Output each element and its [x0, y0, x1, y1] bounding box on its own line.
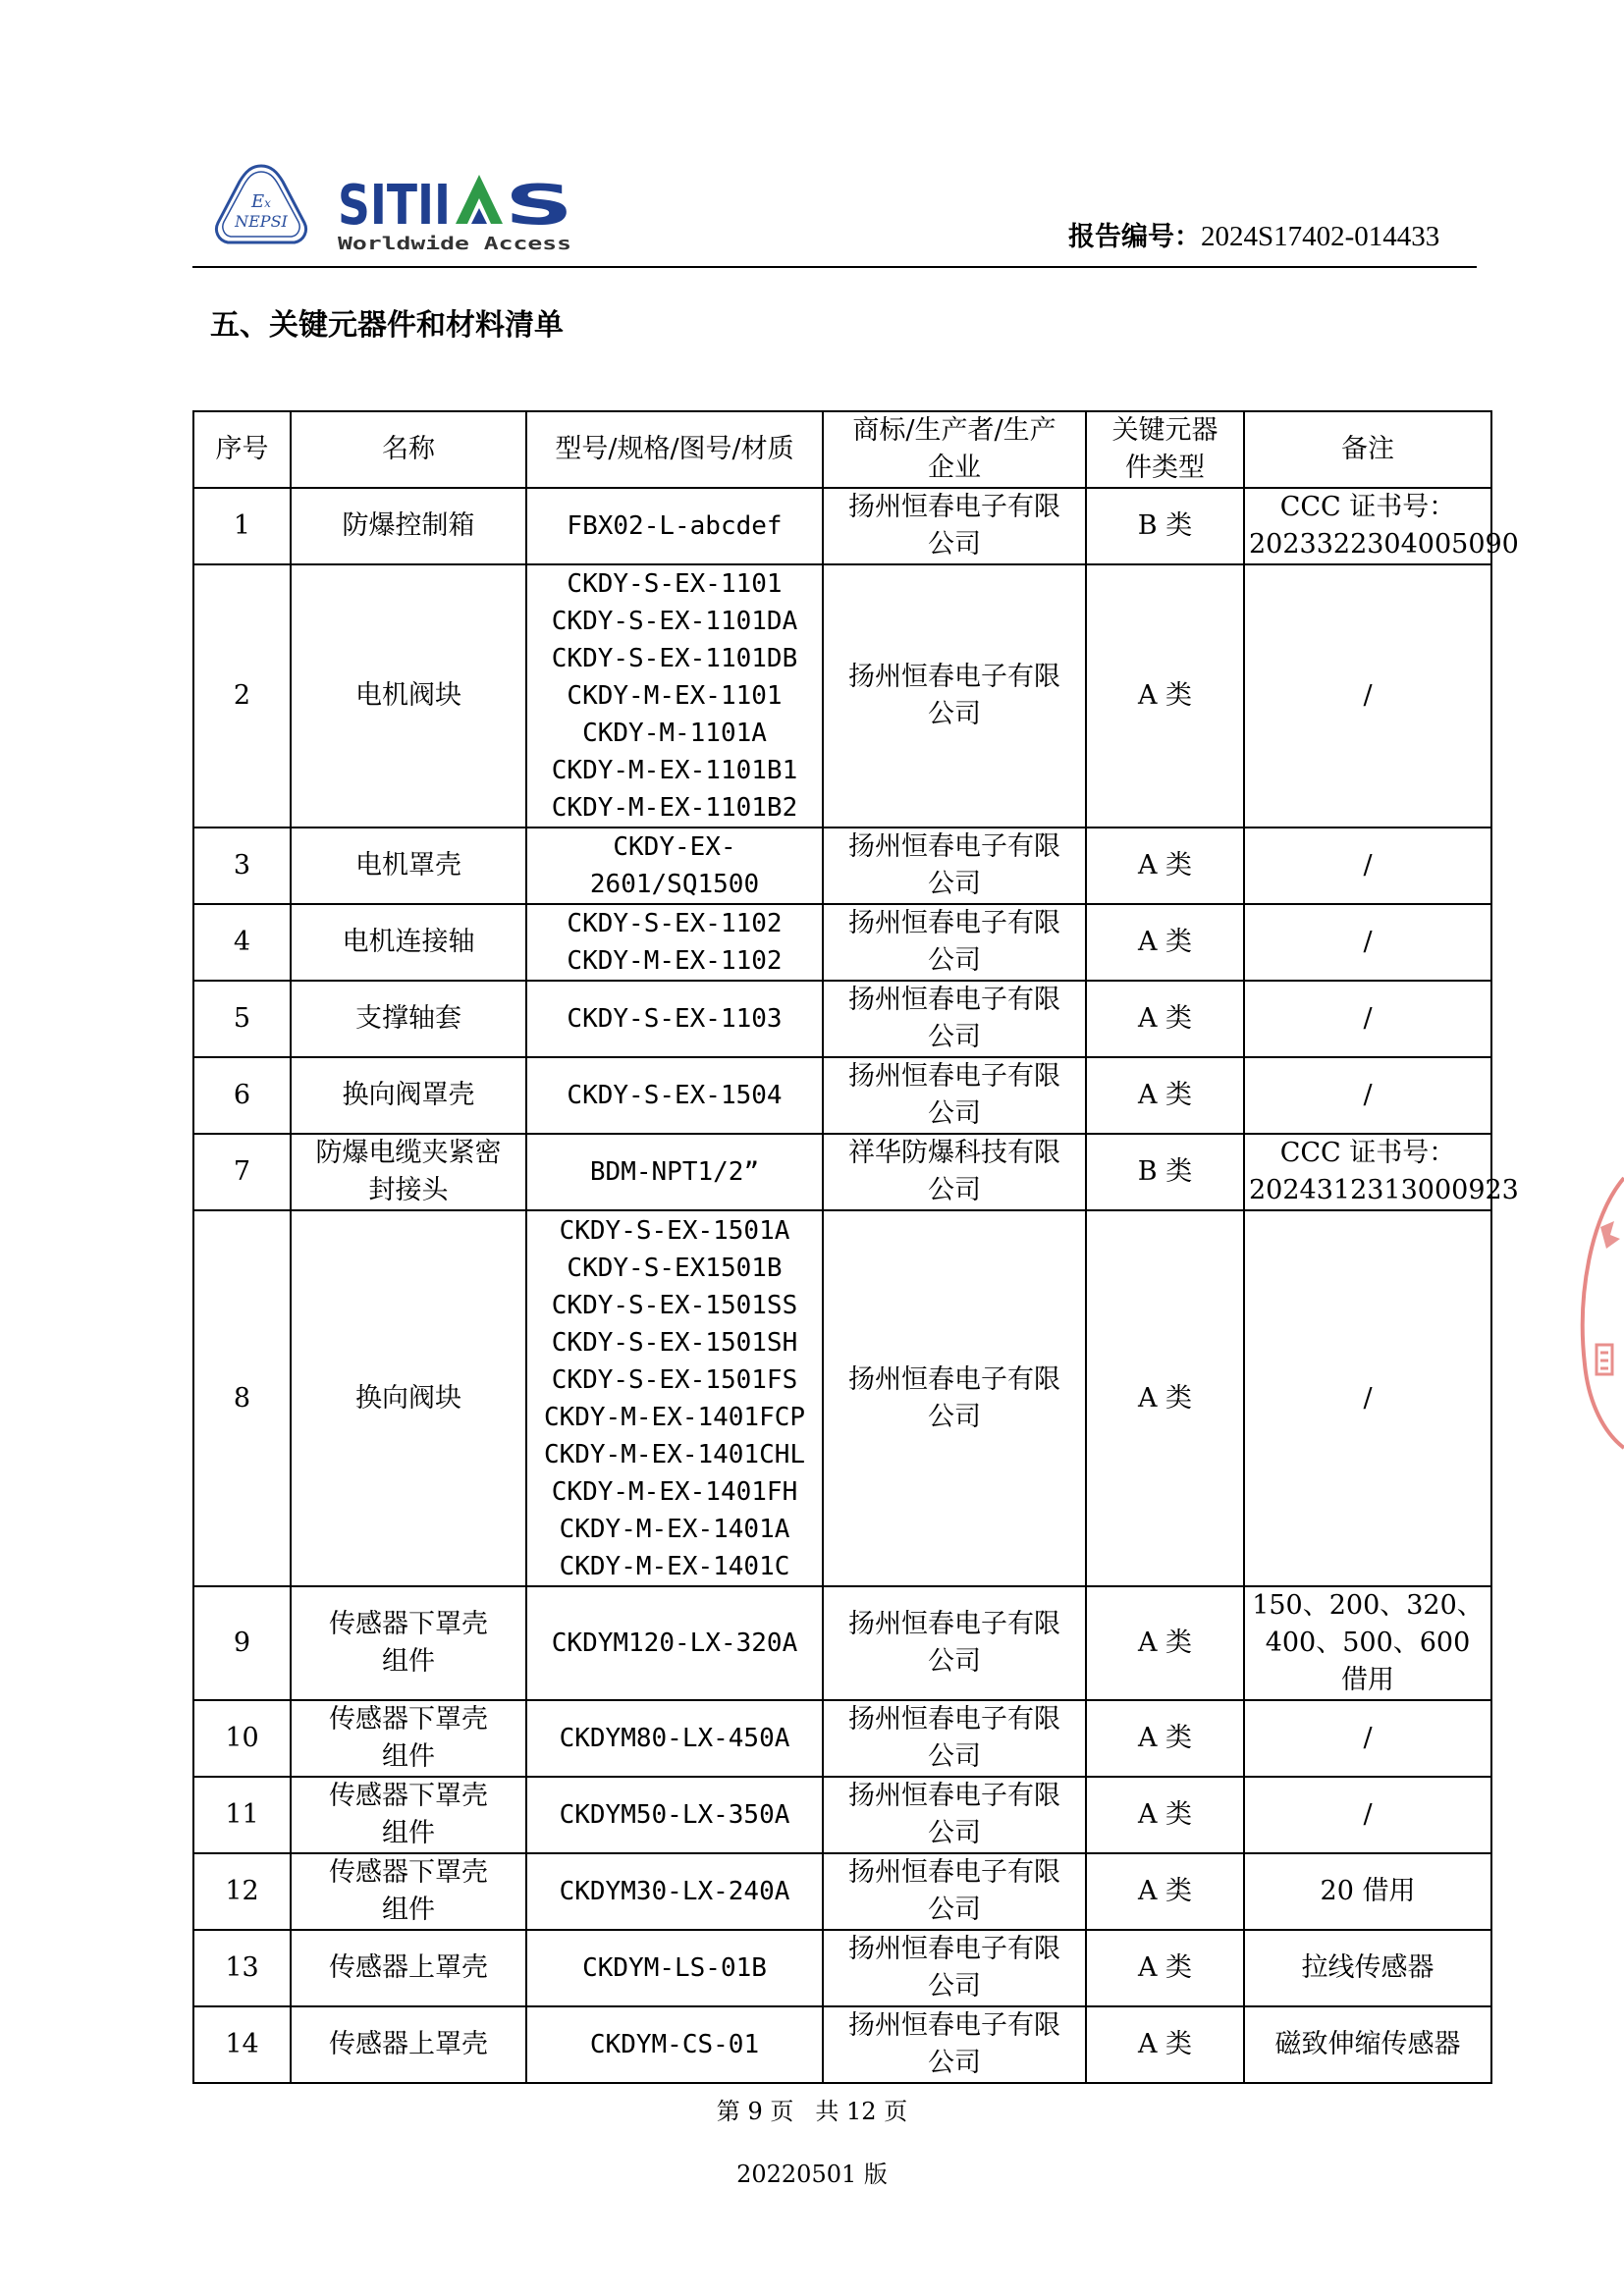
table-row [193, 1210, 1491, 1586]
cell-line: 公司 [928, 1646, 981, 1677]
svg-text:Worldwide Access: Worldwide Access [338, 234, 571, 254]
cell-remark [1244, 1777, 1491, 1853]
cell-line: 电机罩壳 [355, 850, 461, 881]
report-number-value: 2024S17402-014433 [1201, 221, 1440, 252]
cell-line: 公司 [928, 1098, 981, 1129]
table-row [193, 1930, 1491, 2006]
table-row [193, 564, 1491, 828]
cell-model [526, 564, 823, 828]
cell-type: B 类 [1086, 1134, 1244, 1210]
table-row [193, 828, 1491, 904]
cell-line: 公司 [928, 1022, 981, 1052]
cell-line: 公司 [928, 945, 981, 976]
cell-line: 扬州恒春电子有限 [848, 2010, 1060, 2041]
cell-no: 4 [193, 904, 291, 981]
cell-name [291, 1853, 526, 1930]
cell-name [291, 1134, 526, 1210]
header-type [1086, 411, 1244, 488]
table-row [193, 904, 1491, 981]
cell-maker [823, 488, 1086, 564]
cell-type: A 类 [1086, 1853, 1244, 1930]
cell-no: 9 [193, 1586, 291, 1700]
header-remark: 备注 [1244, 411, 1491, 488]
report-number-label: 报告编号： [1068, 222, 1201, 252]
cell-line: CKDY-S-EX-1504 [567, 1081, 783, 1110]
cell-line: 件类型 [1125, 453, 1205, 483]
cell-line: 扬州恒春电子有限 [848, 1609, 1060, 1639]
header-model [526, 411, 823, 488]
cell-line: / [1363, 1799, 1373, 1830]
cell-line: CKDYM120-LX-320A [551, 1629, 798, 1658]
cell-line: CKDY-M-EX-1401C [559, 1551, 790, 1581]
cell-no: 8 [193, 1210, 291, 1586]
cell-model [526, 1853, 823, 1930]
page-number [0, 2092, 1624, 2126]
cell-no: 10 [193, 1700, 291, 1777]
svg-text:NEPSI: NEPSI [235, 212, 288, 231]
cell-line: 公司 [928, 1971, 981, 2002]
cell-type: A 类 [1086, 904, 1244, 981]
cell-name [291, 1700, 526, 1777]
cell-model [526, 1210, 823, 1586]
cell-remark [1244, 2006, 1491, 2083]
cell-name [291, 828, 526, 904]
cell-line: CKDYM-CS-01 [589, 2030, 760, 2059]
table-header-row [193, 411, 1491, 488]
cell-name [291, 981, 526, 1057]
cell-line: 企业 [928, 453, 981, 483]
cell-line: / [1363, 1003, 1373, 1034]
cell-line: 商标/生产者/生产 [852, 415, 1056, 446]
section-title: 五、关键元器件和材料清单 [210, 308, 564, 343]
table-row [193, 1134, 1491, 1210]
cell-line: CKDY-S-EX-1501SH [551, 1327, 798, 1358]
cell-no: 11 [193, 1777, 291, 1853]
svg-text:S: S [505, 174, 573, 238]
cell-remark [1244, 1210, 1491, 1586]
cell-line: CKDY-S-EX-1101 [567, 569, 783, 599]
cell-no: 1 [193, 488, 291, 564]
cell-line: 公司 [928, 1741, 981, 1772]
cell-model [526, 1057, 823, 1134]
cell-model [526, 488, 823, 564]
cell-line: 支撑轴套 [355, 1003, 461, 1034]
cell-maker [823, 1700, 1086, 1777]
cell-remark [1244, 1930, 1491, 2006]
cell-model [526, 1134, 823, 1210]
key-components-table [192, 410, 1519, 2084]
cell-line: 传感器上罩壳 [329, 2029, 488, 2059]
table-row [193, 2006, 1491, 2083]
cell-no: 5 [193, 981, 291, 1057]
cell-no: 6 [193, 1057, 291, 1134]
cell-maker [823, 1853, 1086, 1930]
cell-line: 关键元器 [1111, 415, 1218, 446]
cell-type: A 类 [1086, 1700, 1244, 1777]
table-row [193, 1586, 1491, 1700]
table-row [193, 981, 1491, 1057]
cell-line: CCC 证书号： [1279, 1138, 1456, 1168]
table-row [193, 1777, 1491, 1853]
cell-line: CKDY-M-EX-1401FCP [543, 1402, 806, 1432]
cell-line: FBX02-L-abcdef [567, 511, 783, 541]
cell-line: CKDY-S-EX-1102 [567, 909, 783, 938]
table-row [193, 1700, 1491, 1777]
header-divider [192, 266, 1477, 268]
cell-type: A 类 [1086, 981, 1244, 1057]
cell-remark [1244, 488, 1519, 564]
cell-line: CKDY-S-EX1501B [567, 1253, 783, 1283]
cell-line: 扬州恒春电子有限 [848, 1781, 1060, 1811]
cell-line: 公司 [928, 2048, 981, 2078]
cell-maker [823, 904, 1086, 981]
cell-line: 2601/SQ1500 [589, 870, 760, 899]
cell-line: BDM-NPT1/2” [589, 1157, 760, 1187]
cell-line: 扬州恒春电子有限 [848, 1704, 1060, 1735]
cell-maker [823, 981, 1086, 1057]
cell-line: 公司 [928, 1401, 981, 1432]
cell-model [526, 2006, 823, 2083]
cell-line: 扬州恒春电子有限 [848, 1363, 1060, 1395]
cell-line: 组件 [382, 1895, 435, 1925]
cell-type: A 类 [1086, 1057, 1244, 1134]
cell-maker [823, 1930, 1086, 2006]
cell-remark [1244, 904, 1491, 981]
cell-model [526, 904, 823, 981]
svg-text:Ex: Ex [251, 191, 271, 212]
cell-remark [1244, 564, 1491, 828]
cell-remark [1244, 828, 1491, 904]
cell-name [291, 2006, 526, 2083]
cell-line: / [1363, 1080, 1373, 1110]
cell-line: 祥华防爆科技有限 [848, 1138, 1060, 1168]
cell-model [526, 1930, 823, 2006]
cell-remark [1244, 1134, 1519, 1210]
cell-line: 传感器下罩壳 [329, 1704, 488, 1735]
cell-remark [1244, 981, 1491, 1057]
cell-line: 扬州恒春电子有限 [848, 492, 1060, 522]
cell-maker [823, 564, 1086, 828]
cell-model [526, 1586, 823, 1700]
cell-line: 扬州恒春电子有限 [848, 1934, 1060, 1964]
cell-model [526, 981, 823, 1057]
cell-line: CKDYM80-LX-450A [559, 1724, 790, 1753]
cell-name [291, 1930, 526, 2006]
cell-line: CKDY-M-EX-1401FH [551, 1476, 798, 1507]
table-row [193, 1853, 1491, 1930]
cell-line: 电机阀块 [355, 680, 461, 711]
cell-line: CKDYM50-LX-350A [559, 1800, 790, 1830]
total-unit: 页 [884, 2098, 908, 2125]
cell-name [291, 564, 526, 828]
cell-maker [823, 2006, 1086, 2083]
cell-line: 组件 [382, 1741, 435, 1772]
cell-name [291, 488, 526, 564]
cell-line: / [1363, 927, 1373, 957]
cell-maker [823, 1210, 1086, 1586]
cell-line: / [1363, 1382, 1373, 1414]
cell-line: CCC 证书号： [1279, 492, 1456, 522]
cell-line: 2023322304005090 [1249, 529, 1519, 560]
svg-text:SITII: SITII [338, 174, 451, 238]
cell-line: CKDY-M-EX-1401A [559, 1514, 790, 1544]
header-name: 名称 [291, 411, 526, 488]
cell-no: 2 [193, 564, 291, 828]
cell-no: 3 [193, 828, 291, 904]
cell-line: 电机连接轴 [342, 927, 475, 957]
header-maker [823, 411, 1086, 488]
cell-line: 扬州恒春电子有限 [848, 1061, 1060, 1092]
cell-line: CKDYM-LS-01B [582, 1953, 767, 1983]
cell-line: 150、200、320、 [1252, 1590, 1484, 1621]
cell-line: 公司 [928, 699, 981, 729]
cell-remark [1244, 1057, 1491, 1134]
cell-line: 组件 [382, 1646, 435, 1677]
cell-model [526, 828, 823, 904]
cell-no: 13 [193, 1930, 291, 2006]
cell-no: 12 [193, 1853, 291, 1930]
cell-line: 传感器下罩壳 [329, 1857, 488, 1888]
cell-line: / [1363, 1723, 1373, 1753]
table-row [193, 1057, 1491, 1134]
report-number [1068, 215, 1439, 253]
cell-line: 借用 [1341, 1665, 1394, 1695]
cell-line: CKDY-S-EX-1501SS [551, 1290, 798, 1320]
cell-type: A 类 [1086, 1586, 1244, 1700]
cell-remark [1244, 1853, 1491, 1930]
cell-line: 组件 [382, 1818, 435, 1848]
cell-line: CKDY-M-EX-1102 [567, 946, 783, 976]
table-row [193, 488, 1491, 564]
cell-line: 封接头 [368, 1175, 449, 1205]
sitiias-logo [336, 167, 576, 255]
cell-type: B 类 [1086, 488, 1244, 564]
cell-line: 传感器下罩壳 [329, 1781, 488, 1811]
cell-line: CKDYM30-LX-240A [559, 1877, 790, 1906]
page-prefix: 第 [716, 2098, 740, 2125]
cell-maker [823, 828, 1086, 904]
cell-line: CKDY-S-EX-1501A [559, 1215, 790, 1246]
cell-line: CKDY-S-EX-1501FS [551, 1364, 798, 1395]
red-stamp-seal [1571, 1158, 1624, 1453]
cell-line: 防爆电缆夹紧密 [315, 1138, 502, 1168]
cell-type: A 类 [1086, 1930, 1244, 2006]
nepsi-logo [212, 162, 310, 248]
page-current: 9 [747, 2098, 763, 2125]
cell-model [526, 1700, 823, 1777]
cell-line: 磁致伸缩传感器 [1274, 2029, 1461, 2059]
version-label: 20220501 版 [736, 2161, 888, 2188]
cell-line: 公司 [928, 869, 981, 899]
cell-line: 扬州恒春电子有限 [848, 831, 1060, 862]
cell-line: / [1363, 850, 1373, 881]
page-total: 12 [846, 2098, 877, 2125]
cell-line: CKDY-M-EX-1101 [567, 681, 783, 711]
cell-line: 型号/规格/图号/材质 [555, 434, 794, 464]
cell-remark [1244, 1586, 1491, 1700]
cell-line: / [1363, 680, 1373, 711]
cell-name [291, 1777, 526, 1853]
cell-line: CKDY-EX- [613, 832, 736, 862]
cell-maker [823, 1586, 1086, 1700]
cell-type: A 类 [1086, 828, 1244, 904]
cell-name [291, 1586, 526, 1700]
cell-line: CKDY-S-EX-1101DB [551, 644, 798, 673]
cell-line: CKDY-M-EX-1401CHL [543, 1439, 806, 1469]
cell-line: CKDY-S-EX-1101DA [551, 607, 798, 636]
cell-model [526, 1777, 823, 1853]
cell-maker [823, 1134, 1086, 1210]
cell-line: 公司 [928, 1175, 981, 1205]
cell-line: CKDY-S-EX-1103 [567, 1004, 783, 1034]
cell-name [291, 1210, 526, 1586]
cell-line: 公司 [928, 1895, 981, 1925]
cell-line: 扬州恒春电子有限 [848, 985, 1060, 1015]
cell-type: A 类 [1086, 1210, 1244, 1586]
cell-line: 公司 [928, 529, 981, 560]
cell-type: A 类 [1086, 1777, 1244, 1853]
cell-line: 传感器下罩壳 [329, 1609, 488, 1639]
cell-line: CKDY-M-1101A [582, 719, 767, 748]
cell-name [291, 1057, 526, 1134]
table-body [193, 488, 1519, 2083]
cell-line: 换向阀块 [355, 1382, 461, 1414]
cell-line: 公司 [928, 1818, 981, 1848]
cell-line: 换向阀罩壳 [342, 1080, 475, 1110]
cell-line: CKDY-M-EX-1101B1 [551, 756, 798, 785]
cell-maker [823, 1057, 1086, 1134]
page-unit: 页 [770, 2098, 794, 2125]
cell-line: 扬州恒春电子有限 [848, 662, 1060, 692]
cell-name [291, 904, 526, 981]
cell-type: A 类 [1086, 564, 1244, 828]
cell-line: 扬州恒春电子有限 [848, 908, 1060, 938]
cell-remark [1244, 1700, 1491, 1777]
total-prefix: 共 [815, 2098, 839, 2125]
cell-no: 7 [193, 1134, 291, 1210]
cell-line: 20 借用 [1320, 1876, 1416, 1906]
cell-line: CKDY-M-EX-1101B2 [551, 793, 798, 823]
header-no: 序号 [193, 411, 291, 488]
cell-line: 400、500、600 [1265, 1628, 1471, 1658]
cell-type: A 类 [1086, 2006, 1244, 2083]
cell-no: 14 [193, 2006, 291, 2083]
cell-maker [823, 1777, 1086, 1853]
cell-line: 拉线传感器 [1301, 1952, 1435, 1983]
cell-line: 2024312313000923 [1249, 1175, 1519, 1205]
cell-line: 扬州恒春电子有限 [848, 1857, 1060, 1888]
cell-line: 防爆控制箱 [342, 510, 475, 541]
cell-line: 传感器上罩壳 [329, 1952, 488, 1983]
